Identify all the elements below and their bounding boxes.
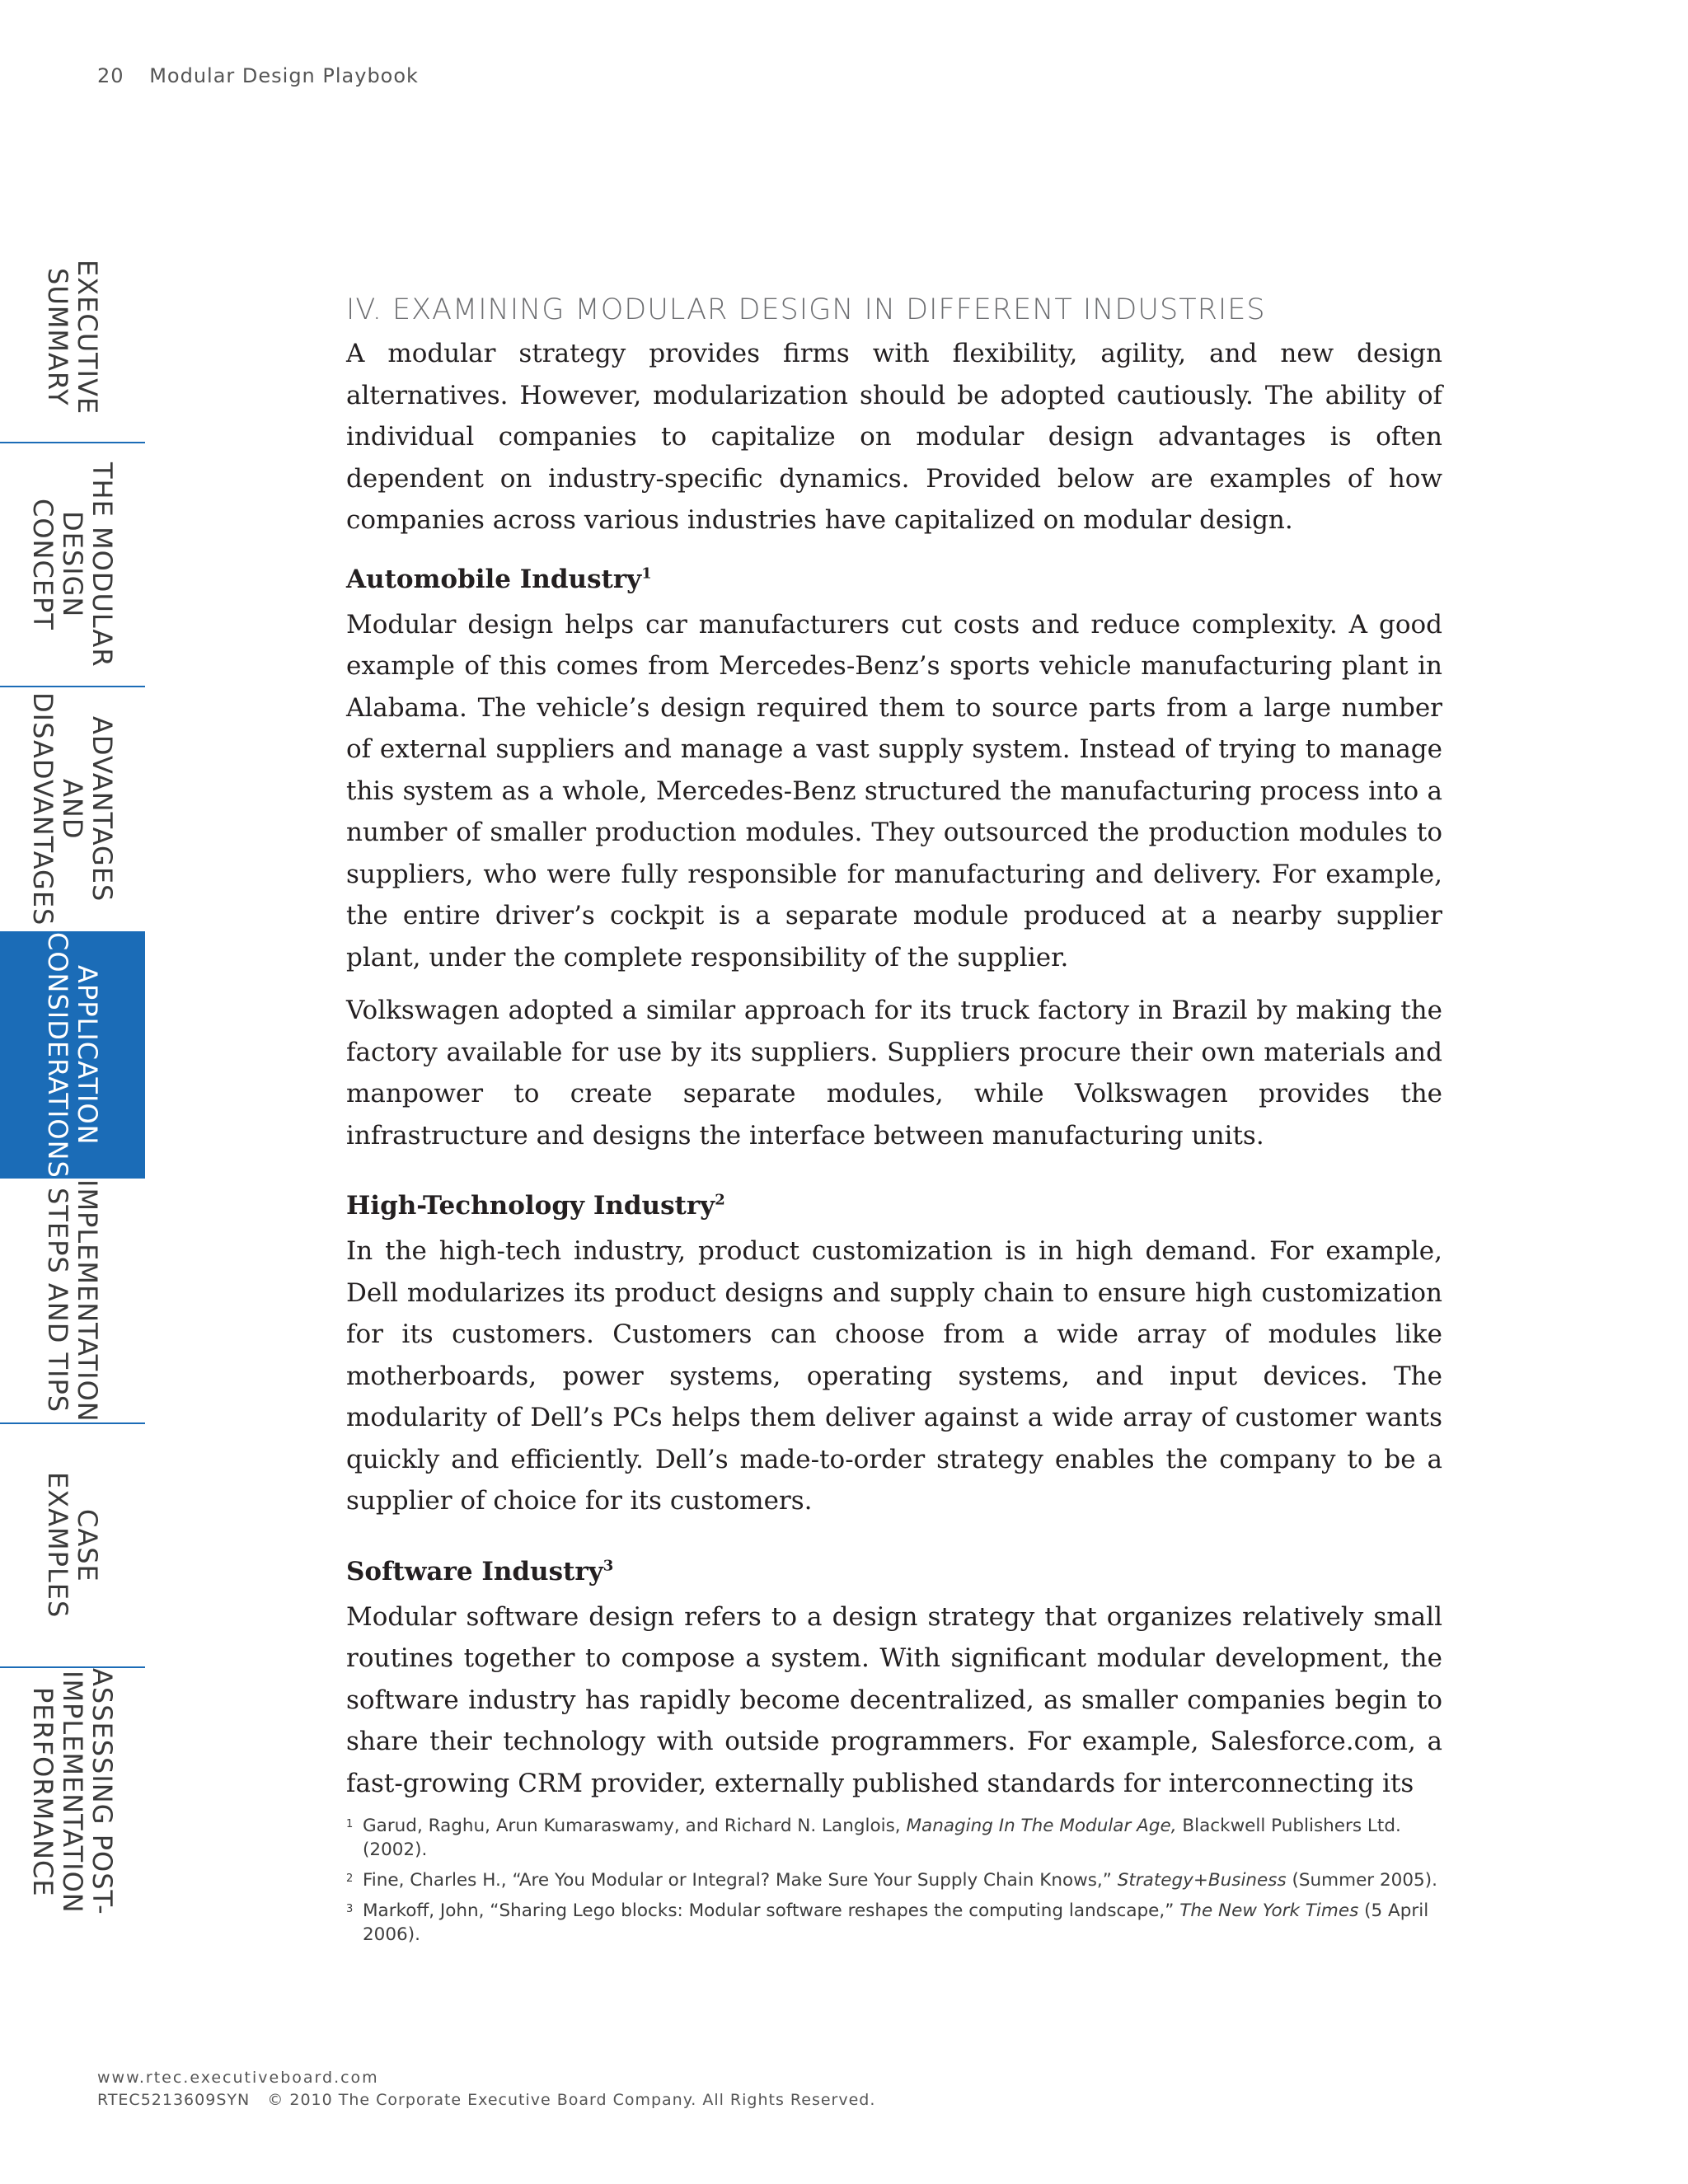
document-title: Modular Design Playbook <box>149 64 419 87</box>
nav-tab-application-considerations[interactable] <box>0 931 145 1179</box>
page-number: 20 <box>97 64 124 87</box>
automobile-heading: Automobile Industry$^1$ <box>346 564 652 594</box>
footnote-ref[interactable]: 3 <box>603 1557 614 1575</box>
nav-tab-label: CASE EXAMPLES <box>42 1472 103 1619</box>
nav-tab-case-examples[interactable] <box>0 1424 145 1668</box>
footnote-ref[interactable]: 1 <box>641 565 652 583</box>
nav-tab-label: ASSESSING POST- IMPLEMENTATION PERFORMANCE <box>27 1668 118 1915</box>
nav-tab-executive-summary[interactable] <box>0 232 145 443</box>
footnote-ref[interactable]: 2 <box>715 1191 725 1209</box>
nav-tab-label: IMPLEMENTATION STEPS AND TIPS <box>42 1179 103 1422</box>
nav-tab-assessing-performance[interactable] <box>0 1668 145 1915</box>
nav-tab-modular-design-concept[interactable] <box>0 443 145 687</box>
page-footer <box>97 2067 875 2111</box>
intro-paragraph: A modular strategy provides firms with flexibility, agility, and new design alternatives. However, modularization should be adopted cautiously. The ability of individual companies to capitalize on modular design advantages is often dependent on industry-specific dynamics. Provided below are examples of how companies across various industries have capitalized on modular design. <box>346 339 1442 535</box>
footnote-1: 1 Garud, Raghu, Arun Kumaraswamy, and Richard N. Langlois, Managing In The Modular Age, Blackwell Publishers Ltd. (2002). <box>346 1816 1401 1860</box>
main-content <box>346 293 1442 1953</box>
document-code: RTEC5213609SYN <box>97 2091 251 2109</box>
footnote-3: 3 Markoff, John, “Sharing Lego blocks: Modular software reshapes the computing landscape,” The New York Times (5 April 2006). <box>346 1900 1429 1945</box>
nav-tab-label: APPLICATION CONSIDERATIONS <box>42 931 103 1179</box>
high-tech-paragraph: In the high-tech industry, product customization is in high demand. For example, Dell modularizes its product designs and supply chain to ensure high customization for its customers. Customers can choose from a wide array of modules like motherboards, power systems, operating systems, and input devices. The modularity of Dell’s PCs helps them deliver against a wide array of customer wants quickly and efficiently. Dell’s made-to-order strategy enables the company to be a supplier of choice for its customers. <box>346 1236 1442 1516</box>
nav-tab-label: EXECUTIVE SUMMARY <box>42 259 103 415</box>
copyright-text: © 2010 The Corporate Executive Board Company. All Rights Reserved. <box>267 2091 876 2109</box>
footnote-2: 2 Fine, Charles H., “Are You Modular or Integral? Make Sure Your Supply Chain Knows,” Strategy+Business (Summer 2005). <box>346 1870 1437 1891</box>
software-heading: Software Industry$^3$ <box>346 1556 614 1586</box>
nav-tab-label: THE MODULAR DESIGN CONCEPT <box>27 462 118 668</box>
footer-url[interactable]: www.rtec.executiveboard.com <box>97 2069 379 2087</box>
footnotes <box>346 1814 1442 1947</box>
page-header <box>97 64 419 87</box>
section-title: IV. EXAMINING MODULAR DESIGN IN DIFFERENT INDUSTRIES <box>346 293 1266 326</box>
automobile-paragraph-2: Volkswagen adopted a similar approach for its truck factory in Brazil by making the factory available for use by its suppliers. Suppliers procure their own materials and manpower to create separate modules, while Volkswagen provides the infrastructure and designs the interface between manufacturing units. <box>346 996 1442 1151</box>
high-tech-heading: High-Technology Industry$^2$ <box>346 1191 725 1221</box>
nav-tab-implementation-steps[interactable] <box>0 1179 145 1424</box>
automobile-paragraph-1: Modular design helps car manufacturers cut costs and reduce complexity. A good example of this comes from Mercedes-Benz’s sports vehicle manufacturing plant in Alabama. The vehicle’s design required them to source parts from a large number of external suppliers and manage a vast supply system. Instead of trying to manage this system as a whole, Mercedes-Benz structured the manufacturing process into a number of smaller production modules. They outsourced the production modules to suppliers, who were fully responsible for manufacturing and delivery. For example, the entire driver’s cockpit is a separate module produced at a nearby supplier plant, under the complete responsibility of the supplier. <box>346 609 1442 972</box>
footer-copyright <box>97 2089 875 2111</box>
software-paragraph: Modular software design refers to a design strategy that organizes relatively small routines together to compose a system. With significant modular development, the software industry has rapidly become decentralized, as smaller companies begin to share their technology with outside programmers. For example, Salesforce.com, a fast-growing CRM provider, externally published standards for interconnecting its <box>346 1601 1442 1798</box>
nav-tab-label: ADVANTAGES AND DISADVANTAGES <box>27 692 118 926</box>
nav-tab-advantages-disadvantages[interactable] <box>0 687 145 931</box>
